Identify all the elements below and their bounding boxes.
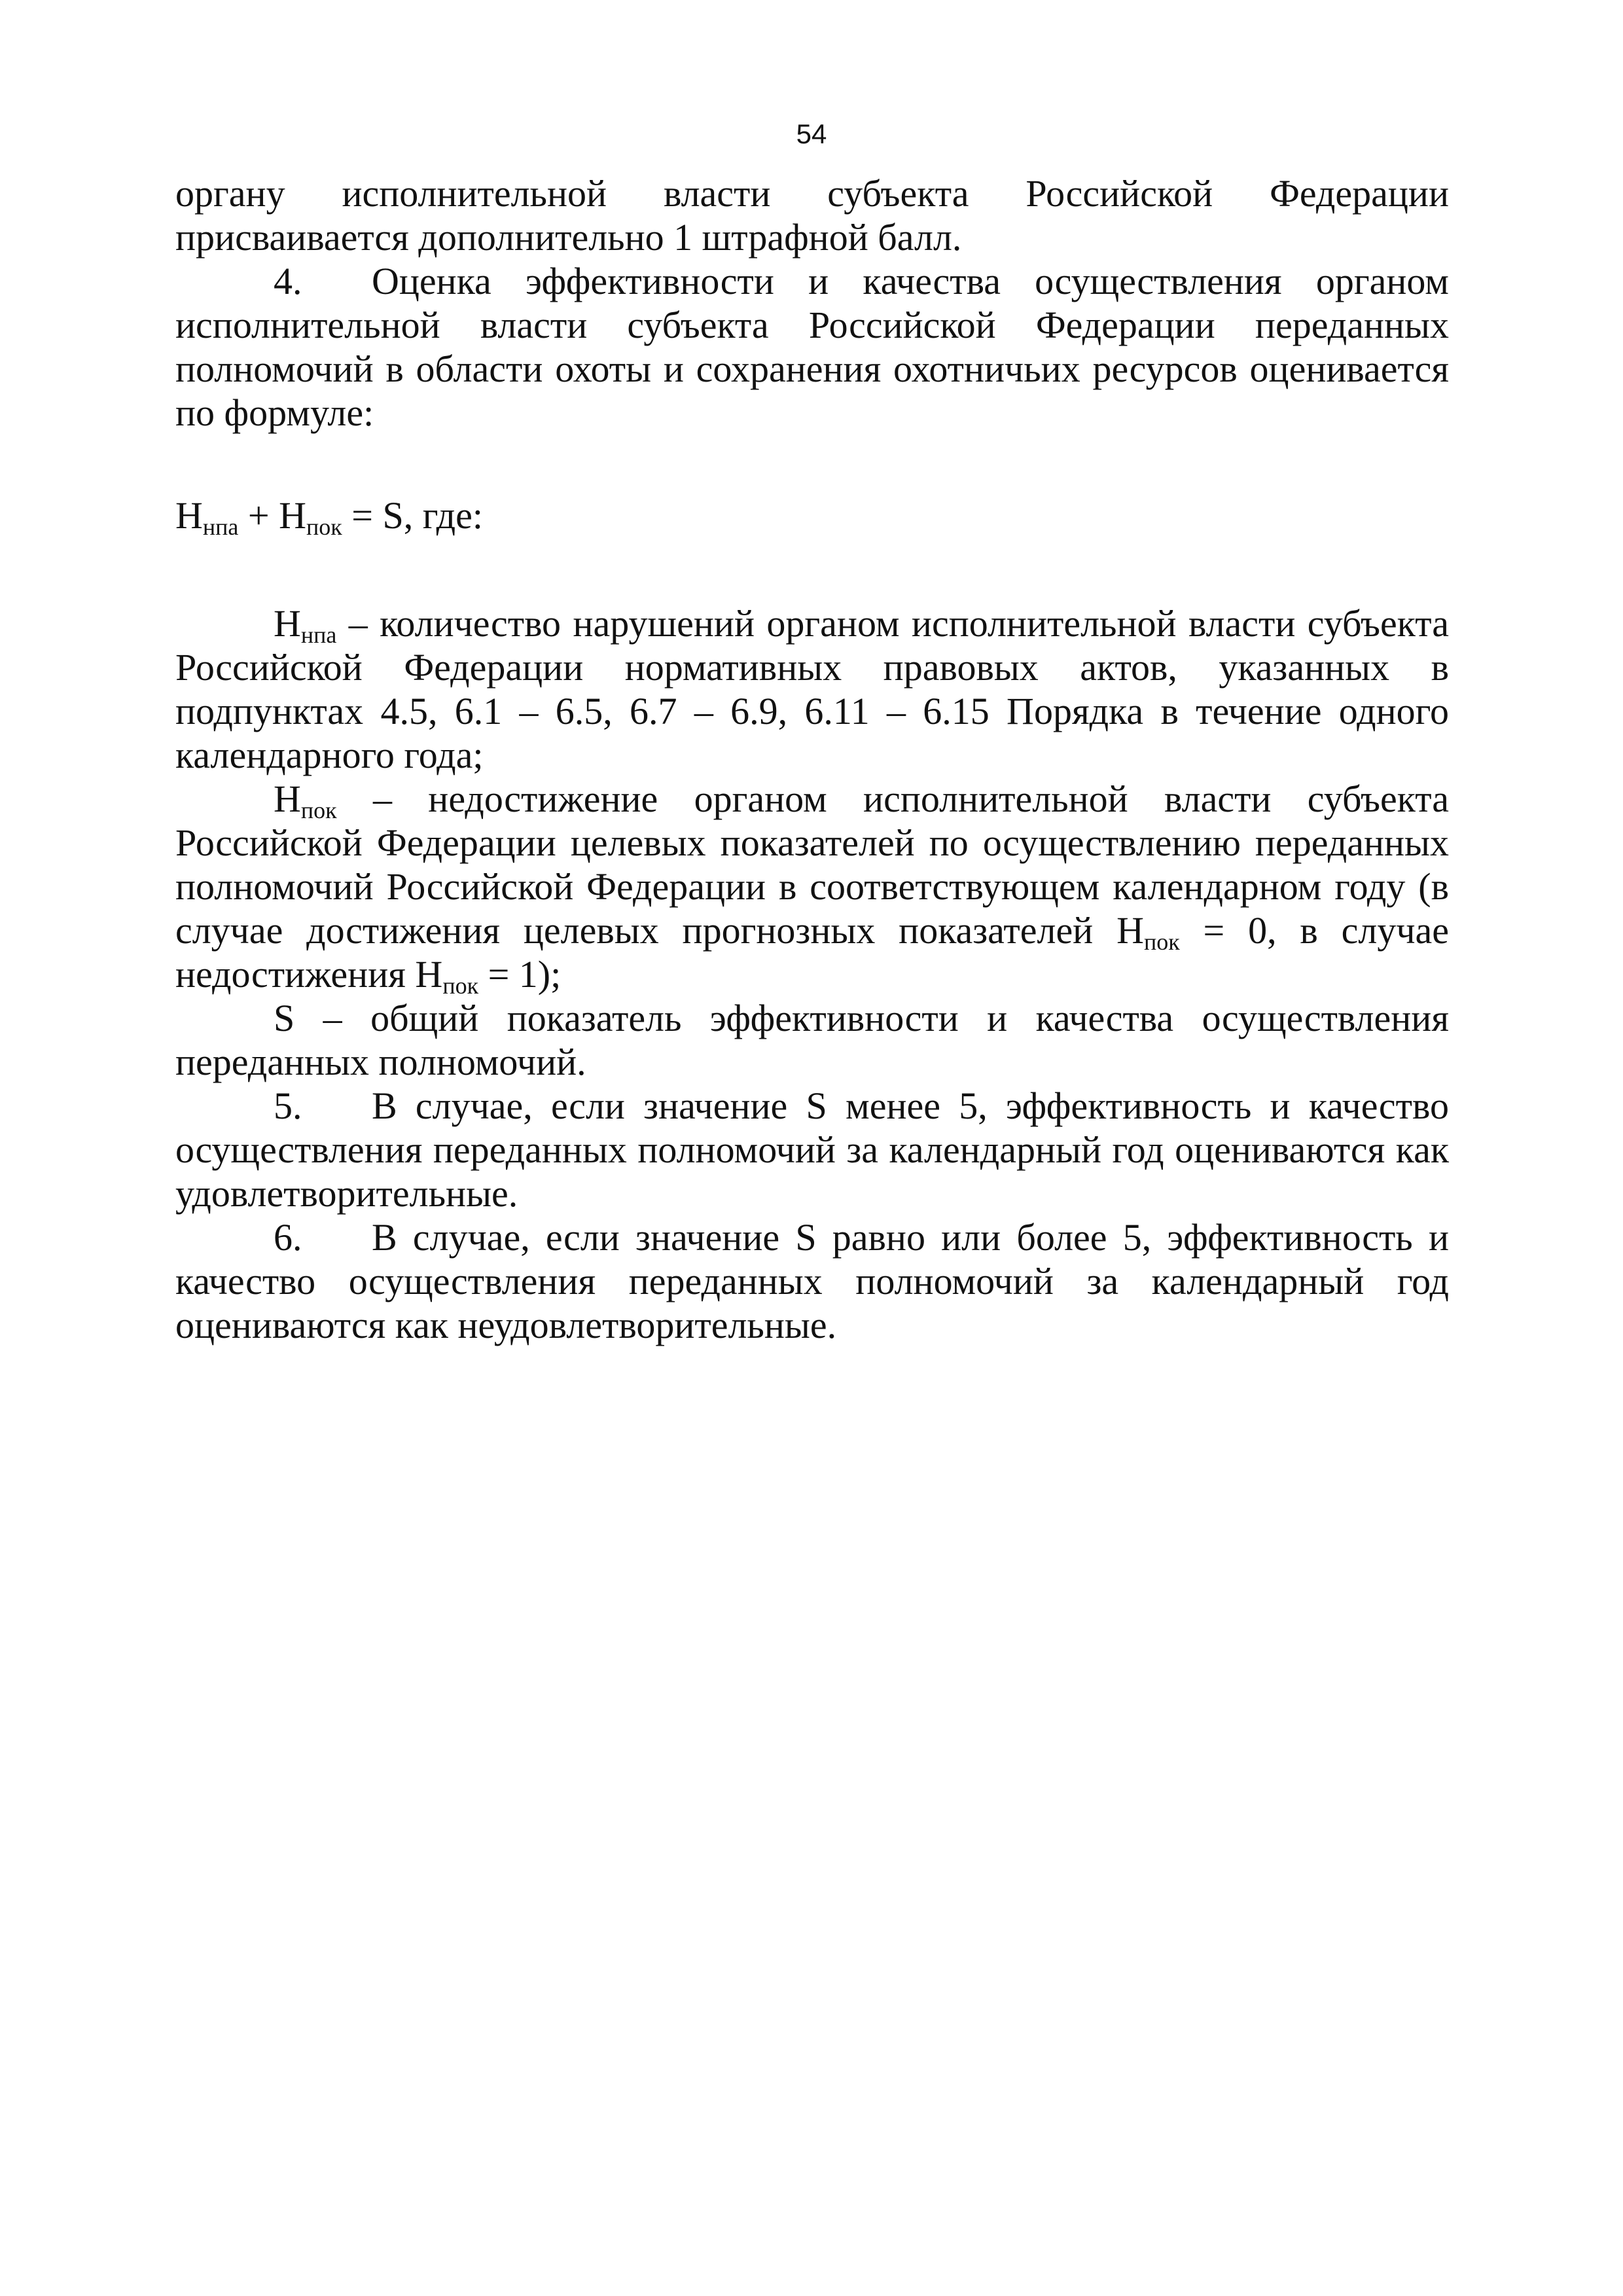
paragraph-text: органу исполнительной власти субъекта Российской Федерации присваивается дополнительно 1 штрафной балл. <box>175 172 1449 259</box>
term-h: Н <box>274 778 301 820</box>
paragraph-text: В случае, если значение S равно или более 5, эффективность и качество осуществления переданных полномочий за календарный год оцениваются как неудовлетворительные. <box>175 1216 1449 1346</box>
formula-h1-subscript: нпа <box>202 514 239 540</box>
definition-text: – количество нарушений органом исполнительной власти субъекта Российской Федерации нормативных правовых актов, указанных в подпунктах 4.5, 6.1 – 6.5, 6.7 – 6.9, 6.11 – 6.15 Порядка в течение одного календарного года; <box>175 602 1449 776</box>
definition-text: S – общий показатель эффективности и качества осуществления переданных полномочий. <box>175 997 1449 1083</box>
paragraph-continuation <box>175 171 1449 259</box>
inline-term-subscript: пок <box>1143 929 1180 955</box>
term-subscript: нпа <box>300 622 337 648</box>
formula <box>175 493 1449 540</box>
inline-term-h: Н <box>415 953 443 996</box>
formula-h2-subscript: пок <box>306 514 342 540</box>
paragraph-number: 5. <box>274 1085 302 1127</box>
definition-npa <box>175 601 1449 777</box>
definition-s <box>175 996 1449 1084</box>
paragraph-5 <box>175 1084 1449 1215</box>
paragraph-text: В случае, если значение S менее 5, эффективность и качество осуществления переданных полномочий за календарный год оцениваются как удовлетворительные. <box>175 1085 1449 1215</box>
formula-h2: Н <box>279 494 307 537</box>
definition-pok <box>175 777 1449 999</box>
formula-rest: = S, где: <box>342 494 484 537</box>
paragraph-4 <box>175 259 1449 435</box>
inline-term-h: Н <box>1116 909 1144 952</box>
formula-plus: + <box>238 494 279 537</box>
paragraph-text: Оценка эффективности и качества осуществления органом исполнительной власти субъекта Российской Федерации переданных полномочий в области охоты и сохранения охотничьих ресурсов оценивается по формуле: <box>175 260 1449 434</box>
paragraph-number: 4. <box>274 260 302 302</box>
definition-text-1: – недостижение органом исполнительной власти субъекта Российской Федерации целевых показателей по осуществлению переданных полномочий Российской Федерации в соответствующем календарном году (в случае достижения целевых прогнозных показателей <box>175 778 1449 952</box>
definition-text-3: = 1); <box>478 953 562 996</box>
term-h: Н <box>274 602 301 645</box>
document-body <box>175 171 1449 1347</box>
term-subscript: пок <box>300 797 337 823</box>
page-number: 54 <box>796 118 827 149</box>
paragraph-number: 6. <box>274 1216 302 1259</box>
paragraph-6 <box>175 1215 1449 1347</box>
definition-text-2: = 0, в случае недостижения <box>175 909 1449 996</box>
formula-h1: Н <box>175 494 203 537</box>
inline-term-subscript: пок <box>442 973 479 999</box>
